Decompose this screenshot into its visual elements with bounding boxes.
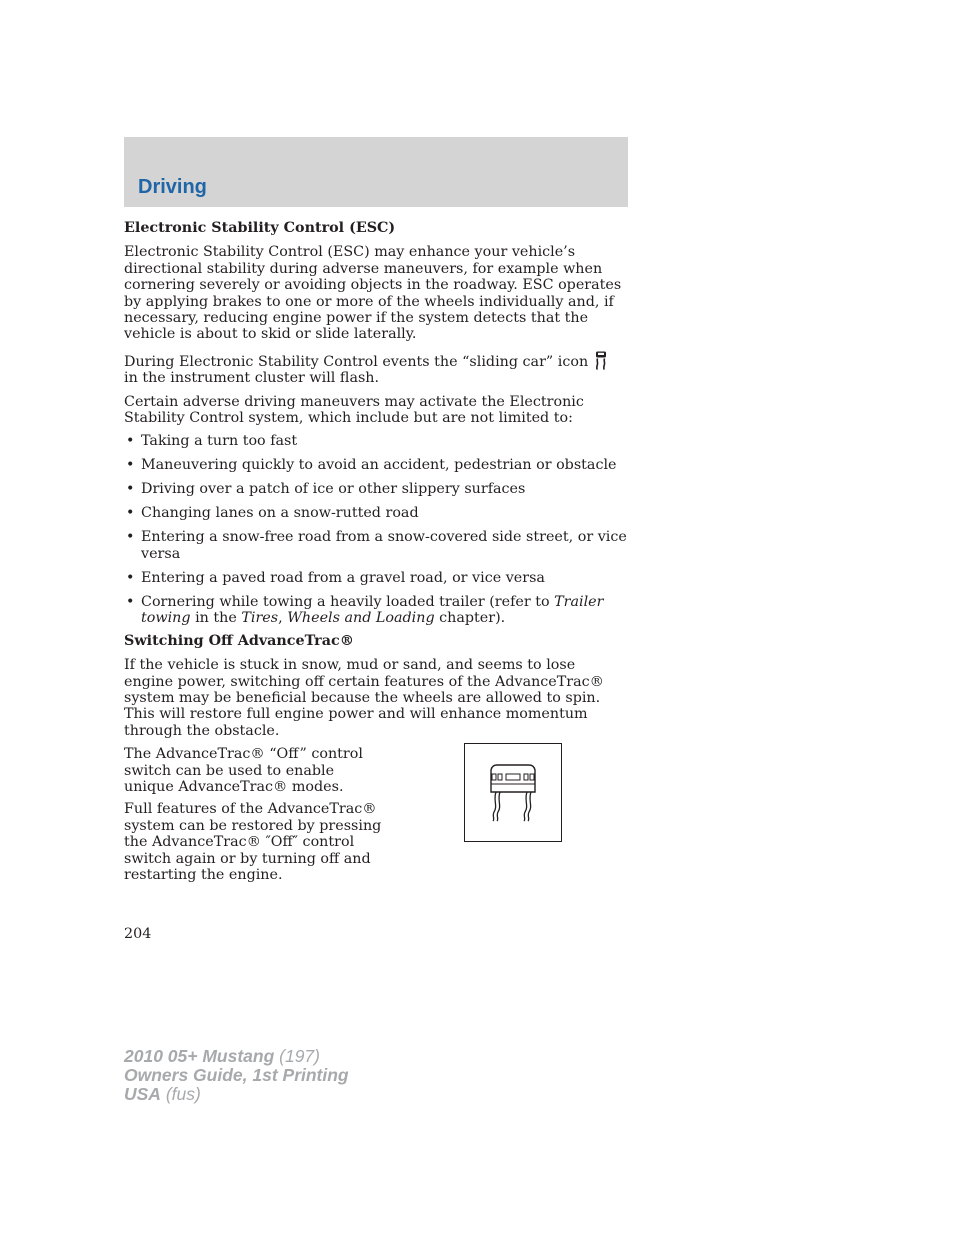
advancetrac-paragraph-1: If the vehicle is stuck in snow, mud or sand, and seems to lose engine power, switching off certain features of the AdvanceTrac® system may be beneficial because the wheels are allowed to spin. This will restore full engine power and will enhance momentum through the obstacle. xyxy=(124,657,604,739)
list-item: • Entering a snow-free road from a snow-covered side street, or vice versa xyxy=(126,529,627,562)
esc-bullet-list xyxy=(124,433,628,626)
page-number: 204 xyxy=(124,926,152,942)
advancetrac-icon-box xyxy=(464,743,562,842)
list-item: • Cornering while towing a heavily loaded trailer (refer to Trailer towing in the Tires, Wheels and Loading chapter). xyxy=(126,593,604,627)
footer-line-1: 2010 05+ Mustang (197) xyxy=(124,1046,320,1066)
esc-heading: Electronic Stability Control (ESC) xyxy=(124,220,396,236)
section-header xyxy=(124,137,628,207)
advancetrac-heading: Switching Off AdvanceTrac® xyxy=(124,632,354,649)
advancetrac-paragraph-3: Full features of the AdvanceTrac® system can be restored by pressing the AdvanceTrac® ″Off″ control switch again or by turning off and restarting the engine. xyxy=(124,801,382,883)
footer-line-3: USA (fus) xyxy=(124,1084,201,1104)
list-item: • Changing lanes on a snow-rutted road xyxy=(126,505,419,522)
list-item: • Maneuvering quickly to avoid an accident, pedestrian or obstacle xyxy=(126,457,617,474)
document-footer xyxy=(124,1047,349,1104)
page-content xyxy=(124,220,628,883)
list-item: • Taking a turn too fast xyxy=(126,433,298,450)
advancetrac-sliding-car-icon xyxy=(465,744,561,841)
esc-paragraph-2 xyxy=(124,350,628,387)
advancetrac-paragraph-2: The AdvanceTrac® “Off” control switch can be used to enable unique AdvanceTrac® modes. xyxy=(124,746,363,795)
footer-line-2: Owners Guide, 1st Printing xyxy=(124,1065,349,1085)
esc-paragraph-3: Certain adverse driving maneuvers may activate the Electronic Stability Control system, which include but are not limited to: xyxy=(124,393,584,427)
list-item: • Driving over a patch of ice or other slippery surfaces xyxy=(126,481,526,498)
advancetrac-switch-section xyxy=(124,746,628,883)
advancetrac-switch-text xyxy=(124,746,386,883)
section-title: Driving xyxy=(138,176,207,198)
list-item: • Entering a paved road from a gravel road, or vice versa xyxy=(126,569,545,586)
sliding-car-icon xyxy=(591,350,611,370)
esc-paragraph-2-start: During Electronic Stability Control events the “sliding car” icon xyxy=(124,353,589,370)
esc-paragraph-1: Electronic Stability Control (ESC) may enhance your vehicle’s directional stability during adverse maneuvers, for example when cornering severely or avoiding objects in the roadway. ESC operates by applying brakes to one or more of the wheels individually and, if necessary, reducing engine power if the system detects that the vehicle is about to skid or slide laterally. xyxy=(124,244,622,343)
esc-paragraph-2-end: in the instrument cluster will flash. xyxy=(124,370,380,387)
